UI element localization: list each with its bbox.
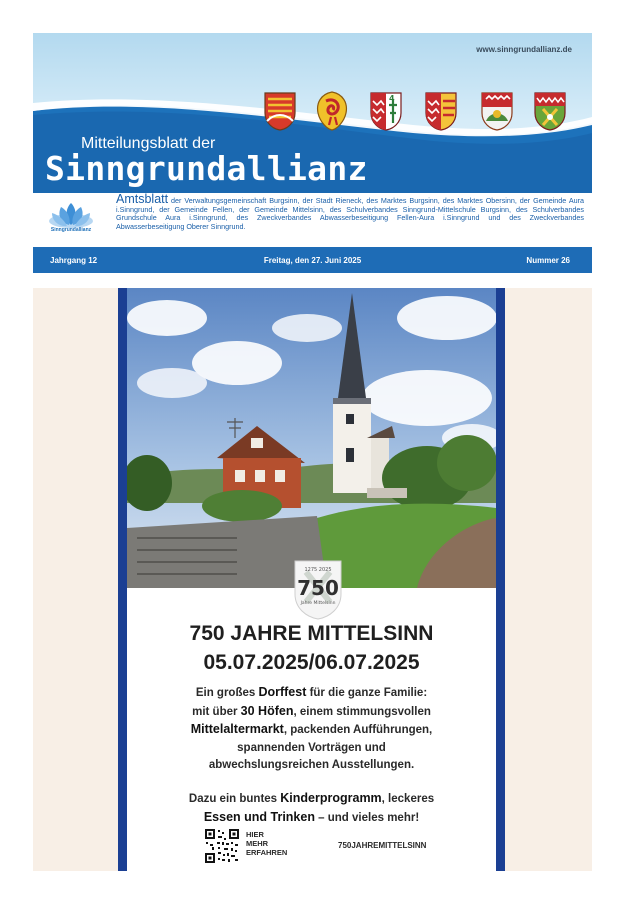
poster-description — [127, 684, 496, 775]
poster-text: Dazu ein buntes — [188, 793, 281, 805]
crest-obersinn-icon — [424, 91, 458, 131]
poster-highlight: Mittelaltermarkt — [190, 722, 284, 737]
qr-code-icon[interactable] — [204, 828, 240, 864]
issue-number: Nummer 26 — [526, 256, 570, 265]
amtsblatt-lead: Amtsblatt — [116, 192, 169, 206]
qr-label-line: HIER — [246, 830, 264, 839]
poster-highlight: Essen und Trinken — [203, 809, 315, 824]
poster-text: , leckeres — [381, 793, 435, 805]
poster-text: für die ganze Familie: — [306, 687, 428, 699]
crest-burgsinn-icon — [263, 91, 297, 131]
qr-label-line: MEHR — [246, 839, 269, 848]
site-url[interactable]: www.sinngrundallianz.de — [476, 45, 572, 54]
poster-hashtag: 750JAHREMITTELSINN — [338, 841, 427, 850]
sinngrundallianz-logo-icon — [43, 197, 99, 241]
masthead-title: Sinngrundallianz — [45, 149, 368, 188]
church-photo — [127, 288, 496, 588]
crest-rieneck-icon — [315, 91, 349, 131]
crest-mittelsinn-icon — [369, 91, 403, 131]
crest-aura-icon — [480, 91, 514, 131]
jubilee-logo-icon — [292, 558, 344, 620]
issue-bar — [33, 247, 592, 273]
jubilee-caption: Jahre Mittelsinn — [300, 601, 336, 606]
poster-highlight: Dorffest — [258, 685, 307, 699]
poster-extra — [127, 790, 496, 827]
masthead — [33, 33, 592, 193]
poster-dates: 05.07.2025/06.07.2025 — [203, 651, 420, 674]
jubilee-number: 750 — [297, 576, 339, 600]
poster-text: mit über — [192, 705, 241, 718]
poster-text: – und vieles mehr! — [314, 811, 420, 824]
amtsblatt-body: der Verwaltungsgemeinschaft Burgsinn, der Stadt Rieneck, des Marktes Burgsinn, des Marktes Obersinn, der Gemeinde Aura i.Sinngrund, der Gemeinde Fellen, der Gemeinde Mittelsinn, des Schulverbandes Sinngrund-Mittelschule Burgsinn, des Schulverbandes Grundschule Aura i.Sinngrund, des Zweckverbandes Abwasserbeseitigung Fellen-Aura i.Sinngrund und des Zweckverbandes Abwasserbeseitigung Oberer Sinngrund. — [116, 196, 584, 231]
poster-title: 750 JAHRE MITTELSINN — [189, 622, 434, 645]
poster-highlight: 30 Höfen — [240, 703, 294, 718]
qr-label-line: ERFAHREN — [246, 848, 288, 857]
publisher-info — [33, 193, 592, 245]
poster-text: abwechslungsreichen Ausstellungen. — [208, 759, 415, 772]
issue-date: Freitag, den 27. Juni 2025 — [263, 256, 362, 265]
masthead-pretitle: Mitteilungsblatt der — [81, 135, 216, 152]
crest-fellen-icon — [533, 91, 567, 131]
amtsblatt-text — [116, 192, 584, 231]
event-poster — [118, 288, 505, 871]
logo-caption: Sinngrundallianz — [50, 227, 92, 233]
poster-text: , einem stimmungsvollen — [293, 705, 431, 718]
qr-label — [246, 830, 287, 857]
poster-highlight: Kinderprogramm — [280, 791, 382, 805]
poster-text: , packenden Aufführungen, — [283, 724, 433, 737]
svg-text:4: 4 — [389, 94, 395, 103]
jubilee-years: 1275 2025 — [304, 567, 332, 573]
poster-text: Ein großes — [195, 687, 259, 699]
poster-text: spannenden Vorträgen und — [237, 741, 386, 754]
issue-volume: Jahrgang 12 — [50, 256, 98, 265]
